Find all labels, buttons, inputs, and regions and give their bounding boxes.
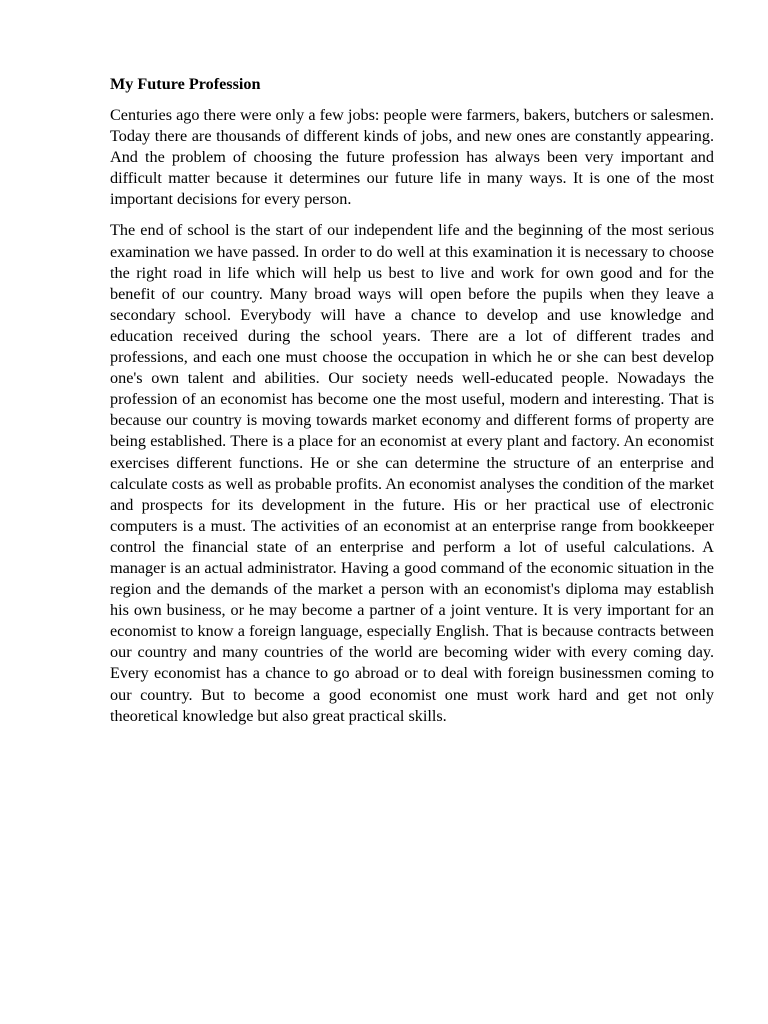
document-page xyxy=(110,74,714,727)
document-title: My Future Profession xyxy=(110,75,261,93)
paragraph-intro: Centuries ago there were only a few jobs: people were farmers, bakers, butchers or salesmen. Today there are thousands of different kinds of jobs, and new ones are constantly appearing. And the problem of choosing the future profession has always been very important and difficult matter because it determines our future life in many ways. It is one of the most important decisions for every person. xyxy=(110,106,714,209)
paragraph-body: The end of school is the start of our independent life and the beginning of the most serious examination we have passed. In order to do well at this examination it is necessary to choose the right road in life which will help us best to live and work for own good and for the benefit of our country. Many broad ways will open before the pupils when they leave a secondary school. Everybody will have a chance to develop and use knowledge and education received during the school years. There are a lot of different trades and professions, and each one must choose the occupation in which he or she can best develop one's own talent and abilities. Our society needs well-educated people. Nowadays the profession of an economist has become one the most useful, modern and interesting. That is because our country is moving towards market economy and different forms of property are being established. There is a place for an economist at every plant and factory. An economist exercises different functions. He or she can determine the structure of an enterprise and calculate costs as well as probable profits. An economist analyses the condition of the market and prospects for its development in the future. His or her practical use of electronic computers is a must. The activities of an economist at an enterprise range from bookkeeper control the financial state of an enterprise and perform a lot of useful calculations. A manager is an actual administrator. Having a good command of the economic situation in the region and the demands of the market a person with an economist's diploma may establish his own business, or he may become a partner of a joint venture. It is very important for an economist to know a foreign language, especially English. That is because contracts between our country and many countries of the world are becoming wider with every coming day. Every economist has a chance to go abroad or to deal with foreign businessmen coming to our country. But to become a good economist one must work hard and get not only theoretical knowledge but also great practical skills. xyxy=(110,221,714,725)
